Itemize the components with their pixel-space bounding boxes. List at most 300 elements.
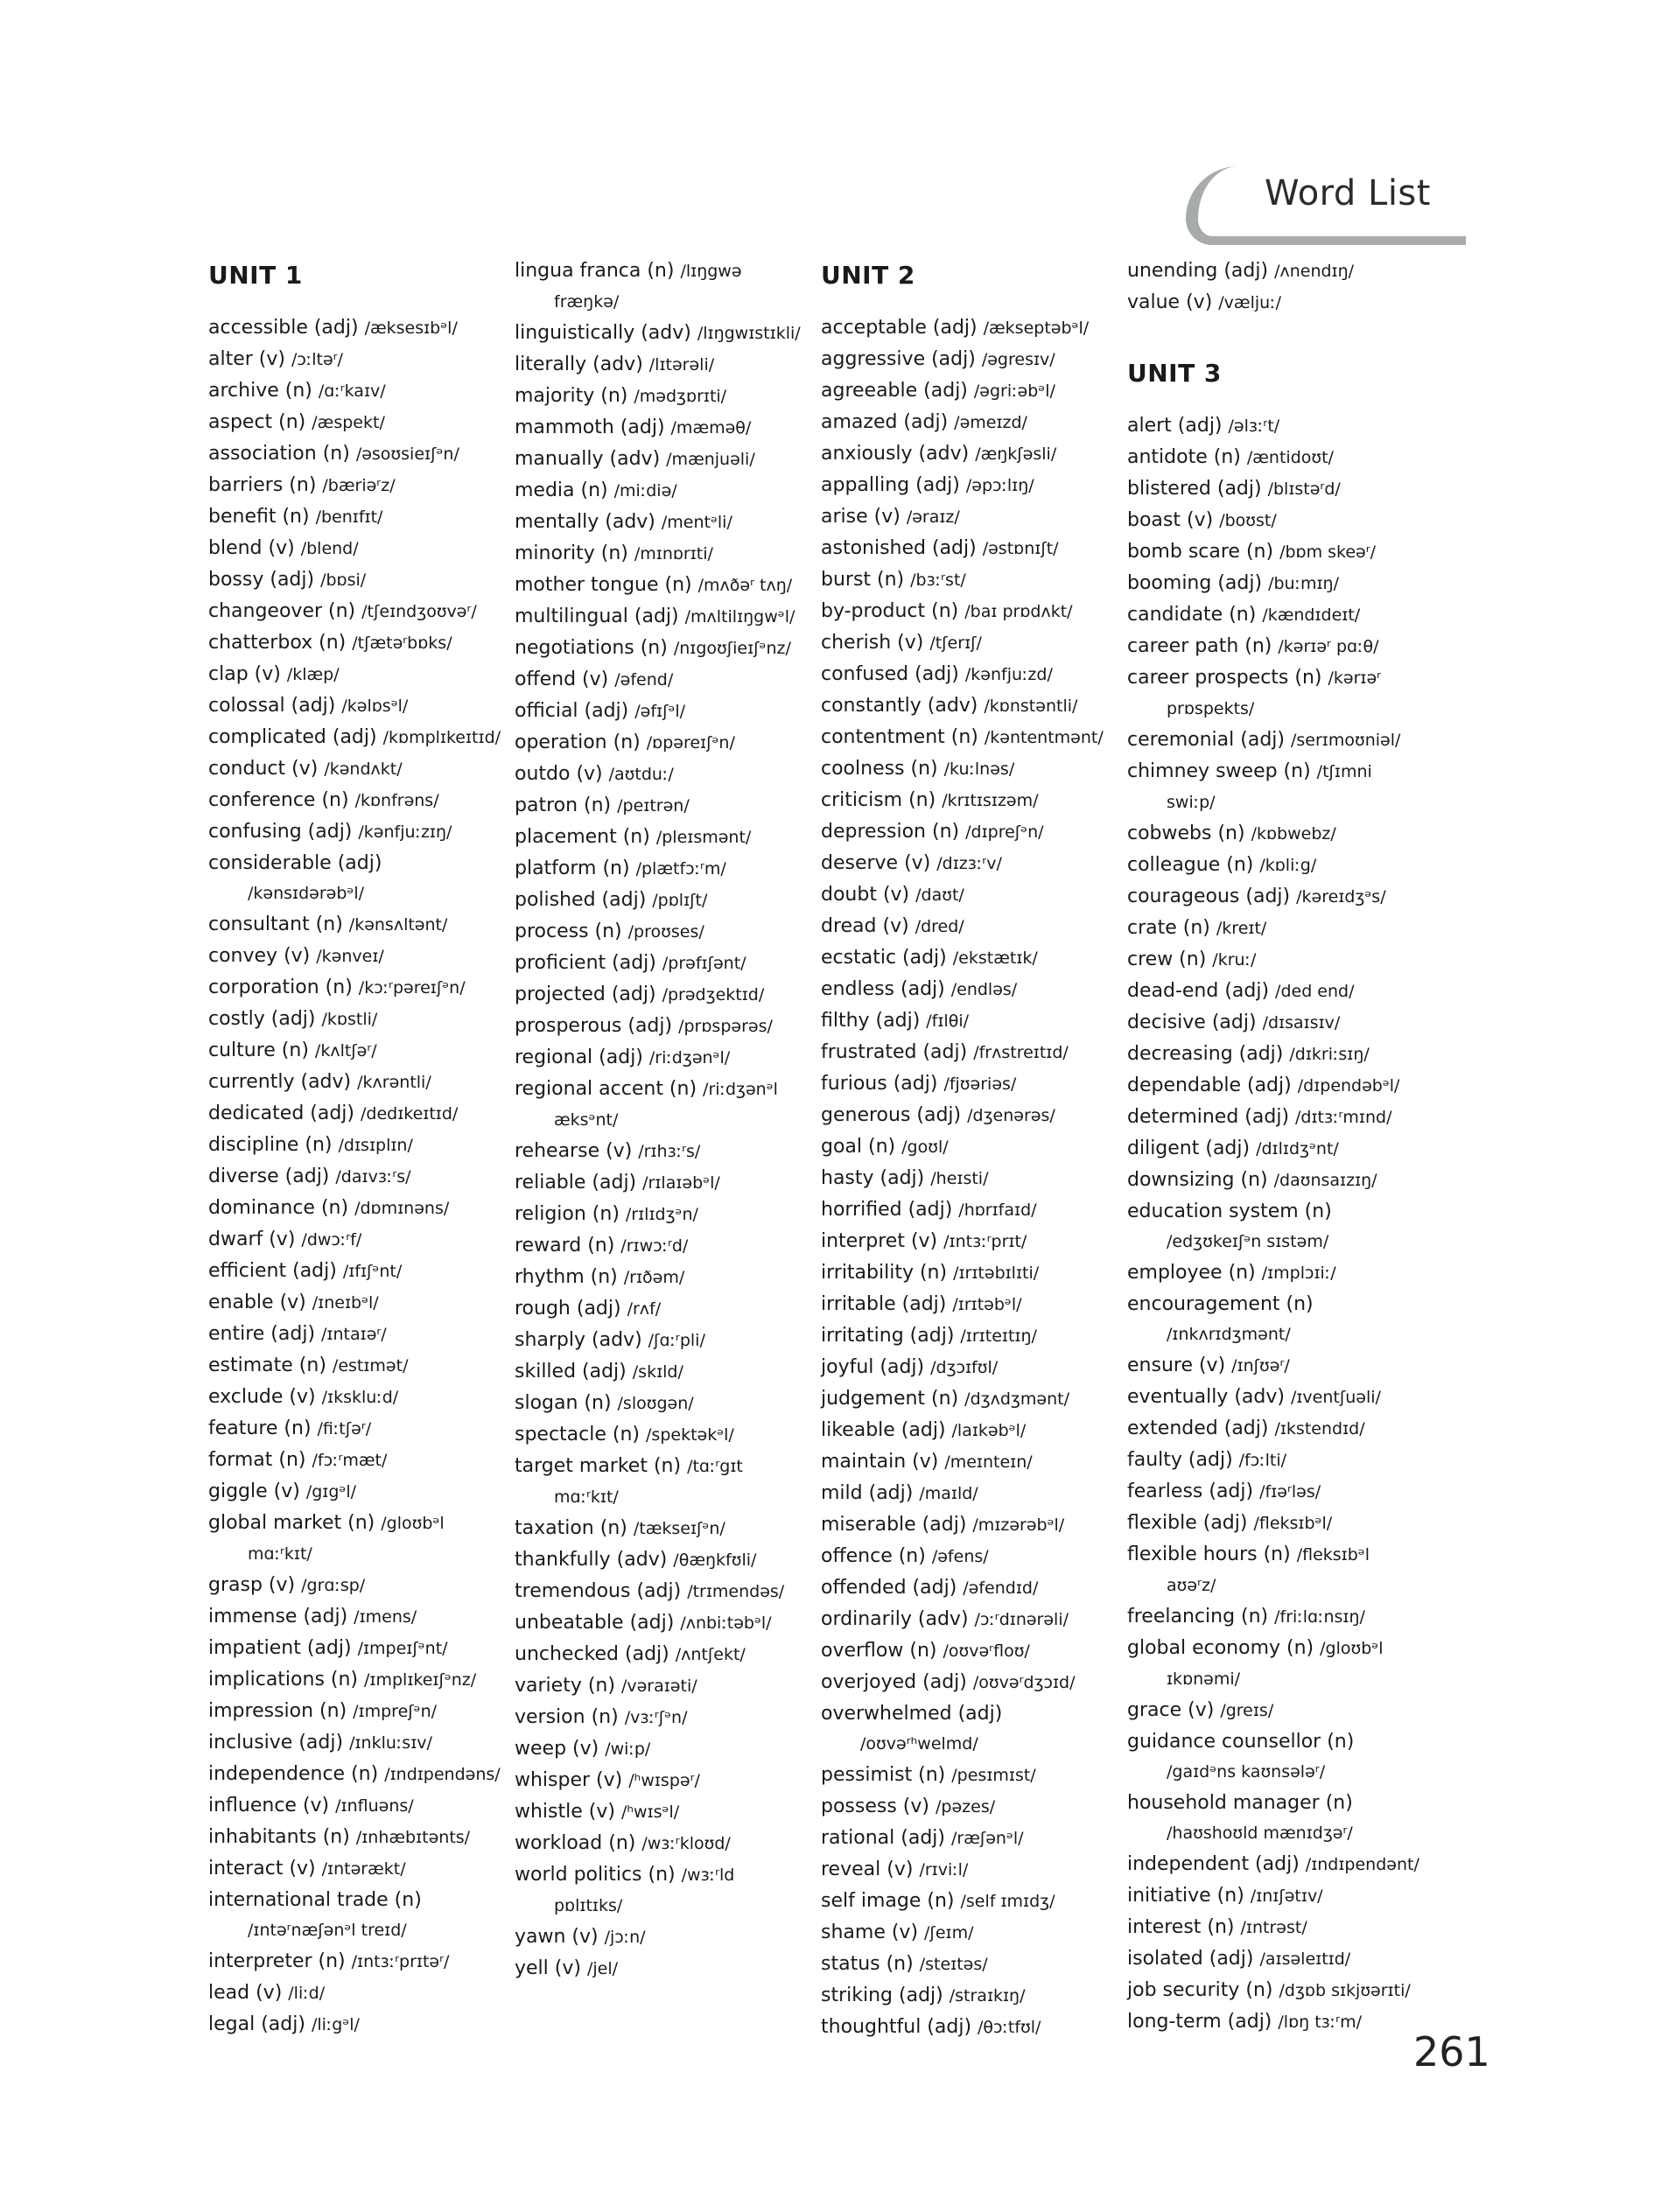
word-entry bbox=[208, 1978, 506, 2009]
entry-pronunciation: /ʌnbiːtəbᵊl/ bbox=[680, 1614, 772, 1633]
entry-pronunciation: /riːdʒənᵊl/ bbox=[648, 1048, 731, 1068]
word-entry bbox=[821, 722, 1118, 753]
word-entry bbox=[1127, 1350, 1425, 1382]
entry-pronunciation: /ɪntərækt/ bbox=[321, 1859, 406, 1879]
entry-word: yawn (v) bbox=[515, 1926, 599, 1948]
entry-word: offend (v) bbox=[515, 668, 609, 690]
entry-word: thoughtful (adj) bbox=[821, 2016, 972, 2038]
word-entry bbox=[821, 627, 1118, 659]
entry-pronunciation: /gloʊbᵊl bbox=[1320, 1639, 1384, 1658]
entry-pronunciation-continued: /kənsɪdərəbᵊl/ bbox=[248, 884, 365, 903]
entry-pronunciation: /kənsʌltənt/ bbox=[348, 915, 448, 934]
entry-pronunciation: /prəfɪʃənt/ bbox=[662, 954, 746, 973]
entry-pronunciation: /rɪwɔːʳd/ bbox=[620, 1236, 689, 1256]
entry-pronunciation: /liːd/ bbox=[288, 1984, 326, 2003]
word-entry bbox=[208, 407, 506, 438]
entry-word: miserable (adj) bbox=[821, 1514, 967, 1536]
entry-word: official (adj) bbox=[515, 700, 629, 722]
word-entry bbox=[1127, 536, 1425, 568]
entry-word: whistle (v) bbox=[515, 1801, 615, 1823]
word-entry bbox=[208, 1067, 506, 1098]
entry-pronunciation: /dɪpendəbᵊl/ bbox=[1297, 1076, 1400, 1096]
entry-pronunciation: /tʃeɪndʒoʊvəʳ/ bbox=[361, 602, 477, 621]
entry-pronunciation: /æspekt/ bbox=[312, 413, 385, 432]
word-entry bbox=[821, 1572, 1118, 1604]
entry-word: yell (v) bbox=[515, 1957, 581, 1979]
entry-pronunciation: /ʌntʃekt/ bbox=[675, 1645, 746, 1664]
word-entry bbox=[208, 941, 506, 972]
entry-pronunciation: /dɪlɪdʒᵊnt/ bbox=[1256, 1139, 1339, 1158]
entry-pronunciation: /əstɒnɪʃt/ bbox=[982, 539, 1059, 558]
entry-word: rational (adj) bbox=[821, 1827, 945, 1849]
entry-word: accessible (adj) bbox=[208, 317, 359, 339]
entry-word: decreasing (adj) bbox=[1127, 1043, 1284, 1065]
entry-pronunciation: /lɪŋgwɪstɪkli/ bbox=[697, 324, 801, 343]
entry-word: faulty (adj) bbox=[1127, 1449, 1233, 1471]
entry-word: candidate (n) bbox=[1127, 604, 1257, 626]
entry-pronunciation: /əsoʊsieɪʃᵊn/ bbox=[355, 444, 459, 464]
word-entry bbox=[821, 1791, 1118, 1823]
entry-word: interpreter (n) bbox=[208, 1950, 346, 1972]
entry-pronunciation: /klæp/ bbox=[286, 665, 340, 684]
entry-pronunciation: /wiːp/ bbox=[605, 1740, 651, 1759]
word-entry bbox=[515, 1607, 812, 1639]
entry-word: irritating (adj) bbox=[821, 1325, 955, 1347]
entry-pronunciation: /mæməθ/ bbox=[670, 418, 752, 438]
entry-word: blend (v) bbox=[208, 537, 295, 559]
entry-word: consultant (n) bbox=[208, 914, 343, 935]
entry-word: likeable (adj) bbox=[821, 1419, 946, 1441]
entry-word: lingua franca (n) bbox=[515, 260, 675, 282]
entry-word: minority (n) bbox=[515, 542, 628, 564]
entry-pronunciation: /boʊst/ bbox=[1219, 511, 1277, 530]
entry-word: rehearse (v) bbox=[515, 1140, 633, 1162]
entry-pronunciation: /serɪmoʊniəl/ bbox=[1291, 731, 1401, 750]
word-list-column-1 bbox=[208, 256, 506, 2040]
entry-word: reliable (adj) bbox=[515, 1172, 637, 1194]
word-entry bbox=[208, 1759, 506, 1790]
entry-word: regional (adj) bbox=[515, 1046, 643, 1068]
entry-pronunciation-continued: swiːp/ bbox=[1167, 793, 1216, 812]
entry-word: diverse (adj) bbox=[208, 1166, 330, 1187]
entry-word: blistered (adj) bbox=[1127, 478, 1262, 500]
entry-pronunciation: /θæŋkfʊli/ bbox=[673, 1550, 757, 1570]
entry-word: process (n) bbox=[515, 920, 622, 942]
word-entry bbox=[515, 1074, 812, 1105]
entry-pronunciation: /dʒɔɪfʊl/ bbox=[930, 1358, 999, 1377]
entry-pronunciation: /ɪnɪʃətɪv/ bbox=[1250, 1886, 1323, 1906]
entry-word: crate (n) bbox=[1127, 917, 1210, 939]
entry-pronunciation: /ekstætɪk/ bbox=[952, 948, 1038, 968]
word-entry bbox=[821, 942, 1118, 974]
entry-pronunciation: /maɪld/ bbox=[919, 1484, 978, 1503]
entry-pronunciation: /meɪnteɪn/ bbox=[944, 1452, 1033, 1472]
word-entry bbox=[208, 1696, 506, 1727]
entry-word: colossal (adj) bbox=[208, 695, 336, 717]
word-entry bbox=[208, 533, 506, 564]
entry-pronunciation: /fɪlθi/ bbox=[926, 1012, 970, 1031]
entry-pronunciation: /ɪmplɔɪiː/ bbox=[1261, 1264, 1336, 1283]
word-entry bbox=[1127, 410, 1425, 442]
word-entry bbox=[208, 1822, 506, 1853]
word-entry bbox=[208, 1508, 506, 1539]
word-entry bbox=[208, 1193, 506, 1224]
entry-pronunciation: /estɪmət/ bbox=[332, 1356, 409, 1376]
entry-pronunciation: /peɪtrən/ bbox=[617, 796, 690, 816]
entry-pronunciation: /bɜːʳst/ bbox=[910, 570, 966, 590]
entry-pronunciation: /əfend/ bbox=[614, 670, 674, 690]
word-entry bbox=[821, 1760, 1118, 1791]
entry-pronunciation: /daʊt/ bbox=[915, 886, 964, 905]
word-entry bbox=[515, 1733, 812, 1765]
entry-pronunciation: /fjʊəriəs/ bbox=[943, 1074, 1017, 1094]
entry-word: cobwebs (n) bbox=[1127, 822, 1245, 844]
word-entry bbox=[208, 1570, 506, 1601]
word-entry bbox=[821, 501, 1118, 533]
word-entry bbox=[208, 564, 506, 596]
word-entry bbox=[515, 1042, 812, 1074]
entry-pronunciation: /kənfjuːzd/ bbox=[964, 665, 1053, 684]
entry-pronunciation: /rɪlɪdʒᵊn/ bbox=[625, 1205, 698, 1224]
entry-word: alert (adj) bbox=[1127, 415, 1223, 437]
entry-pronunciation: /æŋkʃəsli/ bbox=[975, 444, 1057, 464]
word-entry bbox=[208, 470, 506, 501]
entry-word: deserve (v) bbox=[821, 852, 931, 874]
entry-pronunciation-continued: /haʊshoʊld mænɪdʒəʳ/ bbox=[1167, 1824, 1353, 1843]
page-number: 261 bbox=[1413, 2028, 1490, 2076]
entry-word: international trade (n) bbox=[208, 1889, 422, 1911]
entry-word: arise (v) bbox=[821, 506, 901, 528]
word-entry bbox=[821, 1917, 1118, 1949]
entry-pronunciation: /ɪrɪtəbᵊl/ bbox=[952, 1295, 1022, 1314]
entry-pronunciation: /daɪvɜːʳs/ bbox=[335, 1167, 411, 1186]
entry-word: target market (n) bbox=[515, 1455, 682, 1477]
entry-pronunciation: /fɔːlti/ bbox=[1238, 1451, 1286, 1470]
entry-word: benefit (n) bbox=[208, 506, 310, 528]
entry-pronunciation: /ɪnkluːsɪv/ bbox=[349, 1733, 432, 1753]
word-entry bbox=[1127, 1133, 1425, 1165]
entry-word: corporation (n) bbox=[208, 976, 353, 998]
entry-pronunciation: /bɒsi/ bbox=[320, 570, 367, 590]
word-entry bbox=[208, 1853, 506, 1885]
entry-word: encouragement (n) bbox=[1127, 1293, 1314, 1315]
entry-pronunciation: /kəreɪdʒᵊs/ bbox=[1296, 887, 1386, 906]
word-entry bbox=[821, 1068, 1118, 1100]
entry-word: job security (n) bbox=[1127, 1979, 1273, 2001]
word-entry bbox=[821, 816, 1118, 848]
entry-word: self image (n) bbox=[821, 1890, 955, 1912]
entry-pronunciation: /mɪnɒrɪti/ bbox=[634, 544, 713, 564]
entry-word: ceremonial (adj) bbox=[1127, 729, 1285, 751]
entry-pronunciation: /ɑːʳkaɪv/ bbox=[318, 382, 386, 401]
word-entry bbox=[515, 853, 812, 885]
entry-word: costly (adj) bbox=[208, 1008, 316, 1030]
word-entry bbox=[208, 1664, 506, 1696]
entry-pronunciation: /rɪhɜːʳs/ bbox=[638, 1142, 701, 1161]
word-entry bbox=[821, 1289, 1118, 1320]
entry-word: global economy (n) bbox=[1127, 1637, 1314, 1659]
entry-word: freelancing (n) bbox=[1127, 1606, 1269, 1628]
entry-pronunciation: /ɪkstendɪd/ bbox=[1274, 1419, 1365, 1438]
entry-pronunciation: /kəlɒsᵊl/ bbox=[341, 696, 409, 716]
entry-word: guidance counsellor (n) bbox=[1127, 1731, 1355, 1753]
entry-word: appalling (adj) bbox=[821, 474, 960, 496]
entry-pronunciation: /blend/ bbox=[300, 539, 359, 558]
entry-pronunciation: /greɪs/ bbox=[1220, 1701, 1274, 1720]
entry-word: possess (v) bbox=[821, 1796, 929, 1817]
entry-word: unchecked (adj) bbox=[515, 1643, 669, 1665]
entry-pronunciation: /æksesɪbᵊl/ bbox=[364, 318, 458, 338]
word-entry bbox=[1127, 881, 1425, 913]
entry-word: filthy (adj) bbox=[821, 1010, 921, 1032]
word-list-column-4 bbox=[1127, 256, 1425, 2038]
word-entry bbox=[208, 690, 506, 722]
entry-word: immense (adj) bbox=[208, 1606, 348, 1628]
entry-word: entire (adj) bbox=[208, 1323, 316, 1345]
entry-pronunciation: /dɪkriːsɪŋ/ bbox=[1289, 1045, 1370, 1064]
entry-word: lead (v) bbox=[208, 1982, 283, 2004]
word-entry bbox=[515, 1765, 812, 1796]
entry-pronunciation: /daʊnsaɪzɪŋ/ bbox=[1273, 1171, 1377, 1190]
entry-pronunciation: /ʰwɪsᵊl/ bbox=[620, 1802, 680, 1822]
entry-word: media (n) bbox=[515, 480, 608, 501]
entry-pronunciation: /kɔːʳpəreɪʃᵊn/ bbox=[358, 978, 466, 998]
entry-word: interest (n) bbox=[1127, 1916, 1235, 1938]
word-entry bbox=[515, 475, 812, 507]
word-entry bbox=[821, 564, 1118, 596]
word-entry bbox=[208, 785, 506, 816]
entry-word: conduct (v) bbox=[208, 758, 319, 780]
entry-pronunciation: /ʰwɪspəʳ/ bbox=[628, 1771, 700, 1790]
entry-pronunciation: /kənfjuːzɪŋ/ bbox=[358, 822, 452, 842]
entry-pronunciation: /kərɪəʳ pɑːθ/ bbox=[1278, 637, 1379, 656]
word-entry bbox=[1127, 1007, 1425, 1039]
word-list-column-2 bbox=[515, 256, 812, 1984]
entry-word: thankfully (adv) bbox=[515, 1549, 668, 1571]
word-entry bbox=[208, 1224, 506, 1256]
entry-word: literally (adv) bbox=[515, 354, 643, 375]
entry-word: efficient (adj) bbox=[208, 1260, 337, 1282]
entry-word: aspect (n) bbox=[208, 411, 306, 433]
entry-word: interpret (v) bbox=[821, 1230, 938, 1252]
entry-word: discipline (n) bbox=[208, 1134, 333, 1156]
word-entry bbox=[1127, 1039, 1425, 1070]
word-entry bbox=[1127, 1196, 1425, 1227]
word-entry bbox=[1127, 256, 1425, 287]
word-entry bbox=[515, 1702, 812, 1733]
entry-pronunciation: /buːmɪŋ/ bbox=[1268, 574, 1339, 593]
entry-word: whisper (v) bbox=[515, 1769, 623, 1791]
entry-pronunciation: /rʌf/ bbox=[627, 1299, 662, 1319]
word-entry bbox=[821, 1635, 1118, 1667]
word-entry bbox=[1127, 662, 1425, 694]
entry-word: doubt (v) bbox=[821, 884, 910, 906]
unit-heading: UNIT 3 bbox=[1127, 359, 1222, 388]
entry-word: astonished (adj) bbox=[821, 537, 977, 559]
entry-pronunciation: /straɪkɪŋ/ bbox=[949, 1986, 1026, 2006]
word-entry bbox=[515, 1230, 812, 1262]
word-entry bbox=[821, 1037, 1118, 1068]
entry-pronunciation: /əfɪʃᵊl/ bbox=[634, 702, 686, 721]
entry-pronunciation: /kɒnstəntli/ bbox=[984, 696, 1078, 716]
word-entry bbox=[515, 538, 812, 570]
word-entry bbox=[821, 1257, 1118, 1289]
entry-pronunciation: /əmeɪzd/ bbox=[954, 413, 1027, 432]
entry-pronunciation: /gɪgᵊl/ bbox=[305, 1482, 357, 1502]
entry-word: value (v) bbox=[1127, 291, 1213, 313]
word-entry bbox=[1127, 568, 1425, 599]
word-entry bbox=[1127, 505, 1425, 536]
word-entry bbox=[515, 916, 812, 948]
entry-word: association (n) bbox=[208, 443, 350, 465]
word-entry bbox=[208, 1601, 506, 1633]
word-entry bbox=[515, 1859, 812, 1891]
word-entry bbox=[821, 312, 1118, 344]
entry-pronunciation: /krɪtɪsɪzəm/ bbox=[942, 791, 1039, 810]
word-entry bbox=[821, 533, 1118, 564]
entry-word: workload (n) bbox=[515, 1832, 636, 1854]
word-entry bbox=[821, 1415, 1118, 1446]
entry-pronunciation: /ded end/ bbox=[1275, 982, 1355, 1001]
entry-pronunciation: /kəntentmənt/ bbox=[984, 728, 1104, 747]
entry-word: bossy (adj) bbox=[208, 569, 315, 591]
entry-pronunciation: /kɒbwebz/ bbox=[1251, 824, 1336, 844]
entry-pronunciation: /oʊvəʳfloʊ/ bbox=[943, 1642, 1030, 1661]
entry-pronunciation: /goʊl/ bbox=[901, 1138, 949, 1157]
entry-pronunciation-continued: æksᵊnt/ bbox=[554, 1110, 619, 1130]
entry-word: overjoyed (adj) bbox=[821, 1671, 967, 1693]
entry-word: proficient (adj) bbox=[515, 952, 656, 974]
entry-word: long-term (adj) bbox=[1127, 2011, 1272, 2033]
word-entry bbox=[821, 596, 1118, 627]
entry-word: dedicated (adj) bbox=[208, 1102, 354, 1124]
word-entry bbox=[1127, 1726, 1425, 1757]
word-entry bbox=[1127, 1445, 1425, 1476]
entry-pronunciation: /əgresɪv/ bbox=[981, 350, 1055, 369]
word-entry bbox=[208, 972, 506, 1004]
entry-word: frustrated (adj) bbox=[821, 1041, 968, 1063]
word-entry bbox=[515, 1922, 812, 1953]
entry-pronunciation: /ɪntɜːʳprɪtəʳ/ bbox=[351, 1952, 450, 1971]
word-entry bbox=[208, 1727, 506, 1759]
entry-word: projected (adj) bbox=[515, 984, 656, 1005]
entry-word: depression (n) bbox=[821, 821, 960, 843]
entry-word: career prospects (n) bbox=[1127, 667, 1322, 689]
word-entry bbox=[821, 785, 1118, 816]
entry-word: sharply (adv) bbox=[515, 1329, 642, 1351]
word-entry bbox=[1127, 599, 1425, 631]
entry-word: fearless (adj) bbox=[1127, 1480, 1254, 1502]
word-entry bbox=[1127, 1695, 1425, 1726]
entry-pronunciation: /tʃerɪʃ/ bbox=[929, 634, 982, 653]
word-entry bbox=[515, 318, 812, 349]
entry-word: bomb scare (n) bbox=[1127, 541, 1274, 563]
entry-word: independent (adj) bbox=[1127, 1853, 1300, 1875]
entry-word: multilingual (adj) bbox=[515, 606, 679, 627]
word-entry bbox=[208, 1004, 506, 1035]
entry-pronunciation: /dɪtɜːʳmɪnd/ bbox=[1295, 1108, 1392, 1127]
entry-word: shame (v) bbox=[821, 1922, 919, 1943]
word-entry bbox=[208, 1287, 506, 1319]
entry-word: offence (n) bbox=[821, 1545, 926, 1567]
word-entry bbox=[515, 1388, 812, 1419]
word-entry bbox=[515, 1670, 812, 1702]
entry-pronunciation: /ɪndɪpendənt/ bbox=[1305, 1855, 1419, 1874]
entry-pronunciation: /kɒnfrəns/ bbox=[354, 791, 439, 810]
word-entry bbox=[1127, 1633, 1425, 1664]
entry-pronunciation: /mʌðəʳ tʌŋ/ bbox=[697, 576, 793, 595]
entry-word: dead-end (adj) bbox=[1127, 980, 1270, 1002]
entry-pronunciation: /kɒmplɪkeɪtɪd/ bbox=[382, 728, 501, 747]
entry-pronunciation: /lɒŋ tɜːʳm/ bbox=[1278, 2012, 1362, 2032]
entry-word: unending (adj) bbox=[1127, 260, 1269, 282]
entry-pronunciation: /ɪmpeɪʃᵊnt/ bbox=[357, 1639, 448, 1658]
entry-word: ordinarily (adv) bbox=[821, 1608, 969, 1630]
word-entry bbox=[1127, 1788, 1425, 1818]
word-entry bbox=[821, 753, 1118, 785]
entry-pronunciation: /plætfɔːʳm/ bbox=[635, 859, 726, 878]
entry-word: currently (adv) bbox=[208, 1071, 352, 1093]
word-entry bbox=[821, 407, 1118, 438]
word-entry bbox=[821, 1352, 1118, 1383]
word-entry bbox=[208, 1035, 506, 1067]
word-entry bbox=[1127, 976, 1425, 1007]
word-entry bbox=[515, 1419, 812, 1451]
entry-word: chimney sweep (n) bbox=[1127, 760, 1311, 782]
entry-pronunciation: /oʊvəʳdʒɔɪd/ bbox=[972, 1673, 1076, 1692]
word-entry bbox=[821, 375, 1118, 407]
word-entry bbox=[208, 1256, 506, 1287]
entry-word: irritability (n) bbox=[821, 1262, 948, 1284]
word-entry bbox=[515, 885, 812, 916]
word-entry bbox=[821, 690, 1118, 722]
entry-word: goal (n) bbox=[821, 1136, 896, 1158]
entry-word: irritable (adj) bbox=[821, 1293, 947, 1315]
entry-word: pessimist (n) bbox=[821, 1764, 946, 1786]
entry-pronunciation: /prədʒektɪd/ bbox=[662, 985, 765, 1004]
word-entry bbox=[821, 1980, 1118, 2012]
word-entry bbox=[208, 753, 506, 785]
word-entry bbox=[1127, 631, 1425, 662]
entry-word: mentally (adv) bbox=[515, 511, 655, 533]
word-entry bbox=[821, 1541, 1118, 1572]
entry-word: status (n) bbox=[821, 1953, 914, 1975]
entry-word: judgement (n) bbox=[821, 1388, 959, 1410]
entry-word: weep (v) bbox=[515, 1738, 599, 1760]
entry-pronunciation: /dɪzɜːʳv/ bbox=[936, 854, 1002, 873]
word-entry bbox=[1127, 913, 1425, 944]
entry-pronunciation: /aʊtduː/ bbox=[608, 765, 674, 784]
entry-word: extended (adj) bbox=[1127, 1418, 1269, 1439]
entry-pronunciation: /mʌltilɪŋgwᵊl/ bbox=[684, 607, 795, 626]
entry-pronunciation: /ʌnendɪŋ/ bbox=[1274, 262, 1355, 281]
word-entry bbox=[208, 1790, 506, 1822]
word-entry bbox=[208, 2009, 506, 2040]
entry-word: horrified (adj) bbox=[821, 1199, 953, 1221]
word-entry bbox=[821, 1949, 1118, 1980]
word-entry bbox=[821, 1854, 1118, 1886]
entry-pronunciation: /kuːlnəs/ bbox=[943, 760, 1015, 779]
entry-pronunciation: /jɔːn/ bbox=[604, 1928, 646, 1947]
entry-word: clap (v) bbox=[208, 663, 281, 685]
entry-word: decisive (adj) bbox=[1127, 1012, 1257, 1033]
entry-word: convey (v) bbox=[208, 945, 311, 967]
entry-word: implications (n) bbox=[208, 1669, 359, 1690]
entry-pronunciation: /ʃɑːʳpli/ bbox=[648, 1331, 705, 1350]
word-entry bbox=[821, 438, 1118, 470]
entry-word: chatterbox (n) bbox=[208, 632, 347, 654]
entry-word: confused (adj) bbox=[821, 663, 959, 685]
